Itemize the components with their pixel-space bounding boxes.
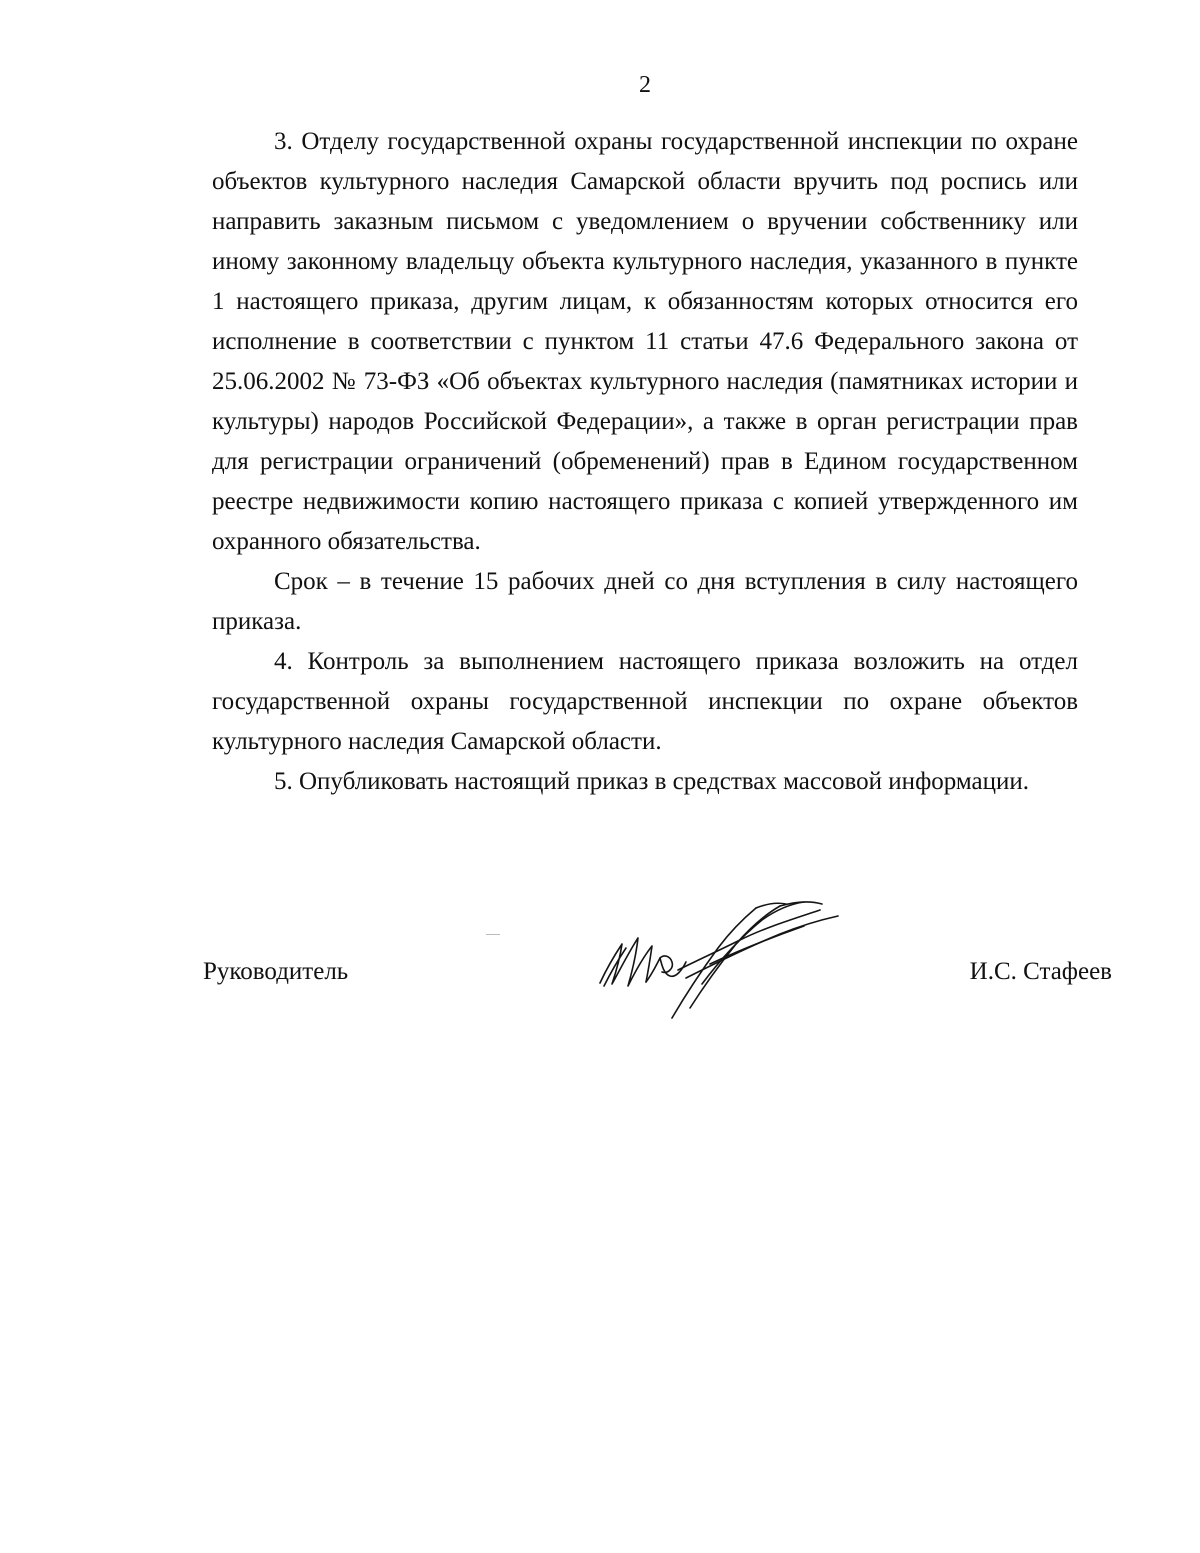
paragraph-item-3: 3. Отделу государственной охраны государственной инспекции по охране объектов культурного наследия Самарской области вручить под роспись или направить заказным письмом с уведомлением о вручении собственнику или иному законному владельцу объекта культурного наследия, указанного в пункте 1 настоящего приказа, другим лицам, к обязанностям которых относится его исполнение в соответствии с пунктом 11 статьи 47.6 Федерального закона от 25.06.2002 № 73-ФЗ «Об объектах культурного наследия (памятниках истории и культуры) народов Российской Федерации», а также в орган регистрации прав для регистрации ограничений (обременений) прав в Едином государственном реестре недвижимости копию настоящего приказа с копией утвержденного им охранного обязательства.	[212, 128, 1078, 555]
signatory-title: Руководитель	[203, 958, 349, 985]
paragraph-deadline: Срок – в течение 15 рабочих дней со дня вступления в силу настоящего приказа.	[212, 568, 1078, 635]
signature-block	[0, 898, 1200, 1038]
page-number: 2	[639, 72, 651, 98]
paragraph-item-5: 5. Опубликовать настоящий приказ в средствах массовой информации.	[274, 768, 1030, 795]
paragraph-item-4: 4. Контроль за выполнением настоящего приказа возложить на отдел государственной охраны государственной инспекции по охране объектов культурного наследия Самарской области.	[212, 648, 1078, 755]
document-body	[212, 122, 1078, 802]
signatory-name: И.С. Стафеев	[969, 958, 1112, 985]
handwritten-signature	[590, 898, 850, 1028]
